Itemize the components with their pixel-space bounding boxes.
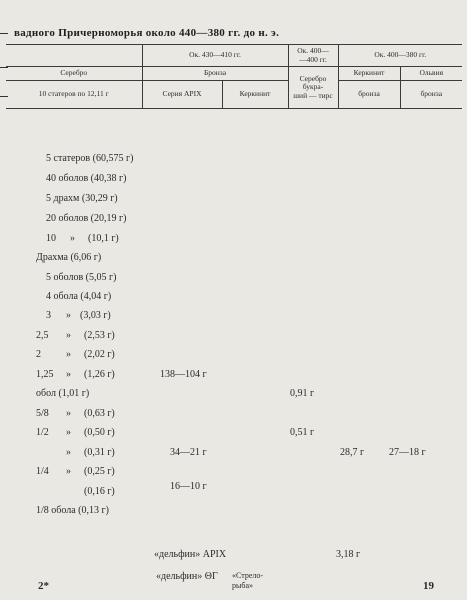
header-silver-bukr-3: ший — тирс (293, 90, 333, 100)
header-period-400-years: —400 гг. (299, 54, 327, 64)
kerkinit-value-287: 28,7 г (340, 447, 365, 458)
silver-value-051: 0,51 г (290, 427, 315, 438)
header-silver: Серебро (6, 67, 142, 81)
table-row: обол (1,01 г) (36, 388, 90, 399)
header-bronza-2: бронза (400, 81, 462, 109)
table-row: 5/8 » (0,63 г) (36, 408, 115, 419)
table-row: 3 » (3,03 г) (46, 310, 111, 321)
table-header (6, 44, 462, 109)
header-silver-bukr-2: букра- (302, 82, 324, 92)
table-row: 2 » (2,02 г) (36, 349, 115, 360)
table-row: (0,16 г) (84, 486, 115, 497)
header-bronza: бронза (338, 81, 400, 109)
header-kerkinit-top: Керкинит (338, 67, 400, 81)
header-period-400-380: Ок. 400—380 гг. (338, 45, 462, 67)
table-row: 1,25 » (1,26 г) (36, 369, 115, 380)
table-row: 5 драхм (30,29 г) (46, 193, 118, 204)
table-row: 5 статеров (60,575 г) (46, 153, 134, 164)
table-row: Драхма (6,06 г) (36, 252, 102, 263)
table-row: 1/4 » (0,25 г) (36, 466, 115, 477)
page-number: 19 (423, 580, 434, 592)
arikh-value-34: 34—21 г (170, 447, 207, 458)
arikh-value-138: 138—104 г (160, 369, 207, 380)
dolphin-arikh: «дельфин» АРІХ (154, 549, 227, 560)
silver-value-091: 0,91 г (290, 388, 315, 399)
table-row: 2,5 » (2,53 г) (36, 330, 115, 341)
header-silver-bukr (288, 67, 338, 109)
header-silver-bukr-1: Серебро (299, 73, 327, 83)
header-period-430-410: Ок. 430—410 гг. (142, 45, 288, 67)
header-bronze: Бронза (142, 67, 288, 81)
page-header-title: вадного Причерноморья около 440—380 гг. до н. э. (14, 27, 280, 39)
table-row: 40 оболов (40,38 г) (46, 173, 127, 184)
table-row: 20 оболов (20,19 г) (46, 213, 127, 224)
table-row: 4 обола (4,04 г) (46, 291, 112, 302)
header-period-400-label: Ок. 400— (297, 45, 329, 55)
table-row: 1/2 » (0,50 г) (36, 427, 115, 438)
table-row: 5 оболов (5,05 г) (46, 272, 117, 283)
olvia-value-318: 3,18 г (336, 549, 361, 560)
table-row: 10 » (10,1 г) (46, 233, 119, 244)
margin-mark (0, 33, 8, 34)
header-series-arikh: Серия АРІХ (142, 81, 222, 109)
header-kerkinit: Керкинит (222, 81, 288, 109)
arikh-value-16: 16—10 г (170, 481, 207, 492)
signature-mark: 2* (38, 580, 49, 592)
table-row: » (0,31 г) (66, 447, 115, 458)
table-row: 1/8 обола (0,13 г) (36, 505, 109, 516)
header-olvia-top: Ольвия (400, 67, 462, 81)
header-period-400 (288, 45, 338, 67)
dolphin-th: «дельфин» ΘΓ (156, 571, 218, 582)
olvia-value-27: 27—18 г (389, 447, 426, 458)
header-blank-cell (6, 45, 142, 67)
strelo-ryba: «Стрело-рыба» (232, 571, 264, 590)
header-staters: 10 статеров по 12,11 г (6, 81, 142, 109)
